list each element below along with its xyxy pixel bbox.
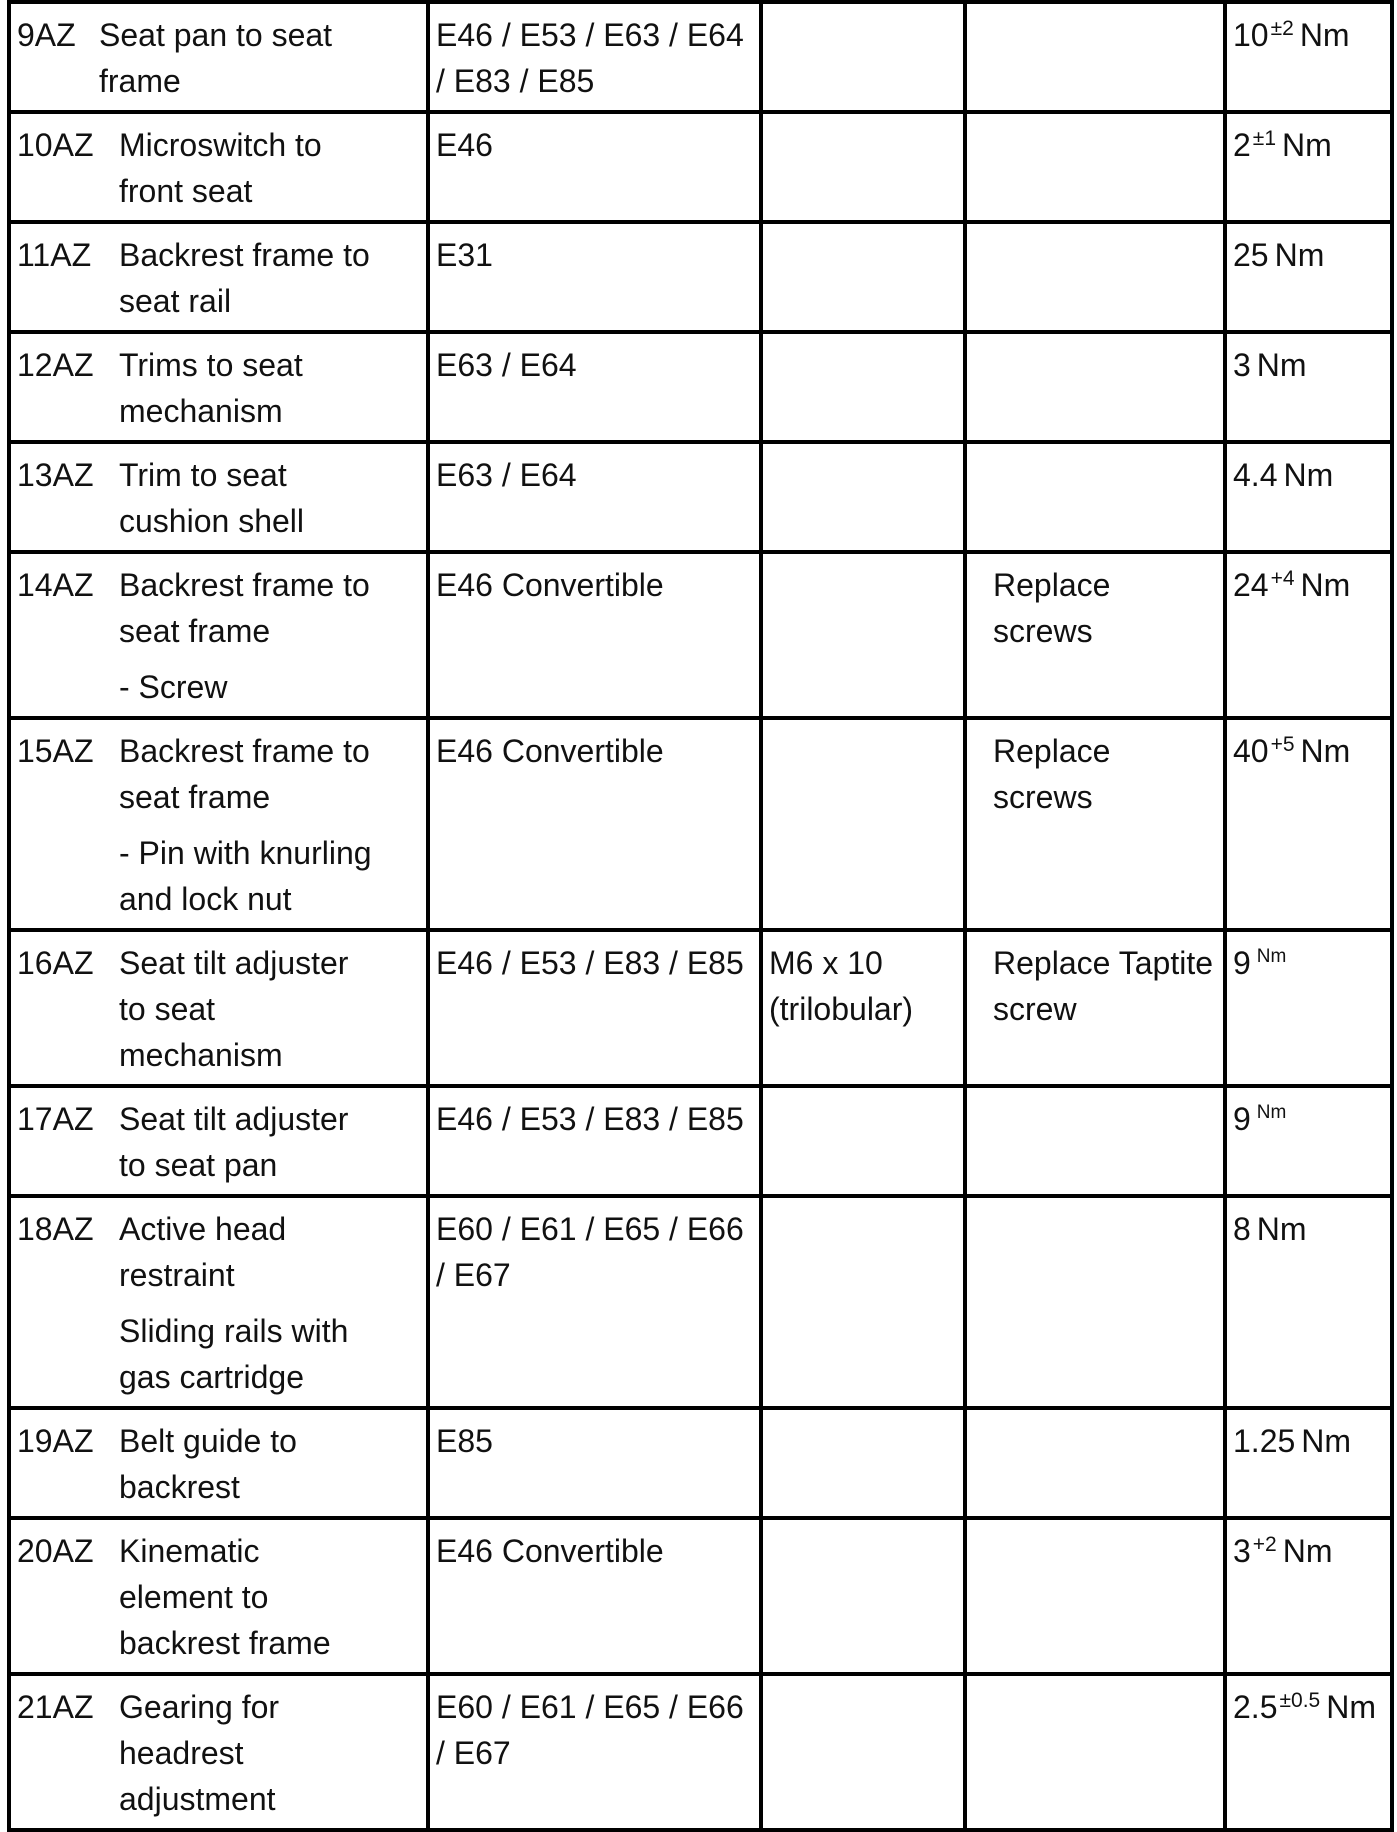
table-row xyxy=(9,552,1392,718)
note-cell: Replace Taptite screw xyxy=(965,930,1225,1086)
item-cell xyxy=(9,112,428,222)
note-cell xyxy=(965,1196,1225,1408)
torque-tolerance: ±2 xyxy=(1270,17,1294,40)
description-line: Seat tilt adjuster xyxy=(119,1101,349,1137)
torque-cell xyxy=(1225,2,1392,112)
item-cell xyxy=(9,332,428,442)
model-cell: E46 / E53 / E83 / E85 xyxy=(428,930,761,1086)
thread-cell xyxy=(761,1196,965,1408)
thread-cell xyxy=(761,1086,965,1196)
thread-cell xyxy=(761,1518,965,1674)
item-cell xyxy=(9,2,428,112)
description-line: seat rail xyxy=(119,283,232,319)
model-cell: E46 / E53 / E83 / E85 xyxy=(428,1086,761,1196)
note-cell: Replace screws xyxy=(965,552,1225,718)
item-code: 12AZ xyxy=(17,347,94,383)
torque-tolerance: +2 xyxy=(1252,1533,1277,1556)
thread-cell xyxy=(761,332,965,442)
note-cell: Replace screws xyxy=(965,718,1225,930)
torque-cell xyxy=(1225,1196,1392,1408)
model-cell: E46 Convertible xyxy=(428,552,761,718)
thread-cell xyxy=(761,2,965,112)
description-line: Gearing for xyxy=(119,1689,280,1725)
item-description xyxy=(113,1206,420,1400)
torque-unit: Nm xyxy=(1326,1689,1376,1725)
description-subline: and lock nut xyxy=(119,881,292,917)
torque-value: 1.25 xyxy=(1233,1423,1296,1459)
item-description xyxy=(113,940,420,1078)
description-line: adjustment xyxy=(119,1781,276,1817)
torque-unit: Nm xyxy=(1256,946,1287,967)
table-row xyxy=(9,1674,1392,1830)
item-cell xyxy=(9,222,428,332)
item-description xyxy=(113,1096,420,1188)
description-line: frame xyxy=(99,63,181,99)
torque-value: 2.5 xyxy=(1233,1689,1278,1725)
note-cell xyxy=(965,1086,1225,1196)
item-cell xyxy=(9,1518,428,1674)
torque-value: 25 xyxy=(1233,237,1269,273)
description-line: Active head xyxy=(119,1211,287,1247)
item-cell xyxy=(9,1674,428,1830)
item-description xyxy=(113,122,420,214)
item-cell xyxy=(9,1196,428,1408)
table-row xyxy=(9,112,1392,222)
torque-tolerance: +5 xyxy=(1270,733,1295,756)
thread-cell xyxy=(761,718,965,930)
torque-value: 3 xyxy=(1233,347,1251,383)
model-cell: E46 xyxy=(428,112,761,222)
model-cell: E46 Convertible xyxy=(428,1518,761,1674)
item-cell xyxy=(9,1086,428,1196)
item-cell xyxy=(9,552,428,718)
torque-unit: Nm xyxy=(1256,1211,1307,1247)
description-line: Kinematic xyxy=(119,1533,260,1569)
description-line: Microswitch to xyxy=(119,127,322,163)
torque-cell xyxy=(1225,1086,1392,1196)
item-cell xyxy=(9,718,428,930)
model-cell: E63 / E64 xyxy=(428,332,761,442)
description-subline: Sliding rails with xyxy=(119,1313,349,1349)
thread-cell xyxy=(761,1674,965,1830)
table-row xyxy=(9,222,1392,332)
note-cell xyxy=(965,1674,1225,1830)
torque-cell xyxy=(1225,718,1392,930)
torque-tolerance: +4 xyxy=(1270,567,1295,590)
description-line: front seat xyxy=(119,173,253,209)
item-description xyxy=(113,728,420,922)
description-line: mechanism xyxy=(119,393,283,429)
description-line: Backrest frame to xyxy=(119,567,370,603)
item-code: 16AZ xyxy=(17,945,94,981)
item-code: 9AZ xyxy=(17,17,76,53)
torque-value: 2 xyxy=(1233,127,1251,163)
table-body xyxy=(9,2,1392,1830)
model-cell: E63 / E64 xyxy=(428,442,761,552)
description-line: Backrest frame to xyxy=(119,733,370,769)
description-line: Backrest frame to xyxy=(119,237,370,273)
torque-spec-table xyxy=(7,0,1394,1832)
description-subline: - Screw xyxy=(119,669,228,705)
torque-cell xyxy=(1225,332,1392,442)
torque-tolerance: ±1 xyxy=(1252,127,1277,150)
torque-value: 8 xyxy=(1233,1211,1251,1247)
torque-value: 40 xyxy=(1233,733,1269,769)
torque-value: 10 xyxy=(1233,17,1269,53)
note-cell xyxy=(965,332,1225,442)
item-description xyxy=(93,12,420,104)
torque-value: 24 xyxy=(1233,567,1269,603)
torque-value: 9 xyxy=(1233,945,1251,981)
item-description xyxy=(113,232,420,324)
torque-cell xyxy=(1225,442,1392,552)
torque-value: 3 xyxy=(1233,1533,1251,1569)
torque-value: 9 xyxy=(1233,1101,1251,1137)
description-line: cushion shell xyxy=(119,503,304,539)
torque-unit: Nm xyxy=(1300,733,1351,769)
description-line: Seat tilt adjuster xyxy=(119,945,349,981)
model-cell: E60 / E61 / E65 / E66 / E67 xyxy=(428,1674,761,1830)
torque-unit: Nm xyxy=(1300,567,1351,603)
table-row xyxy=(9,930,1392,1086)
item-description xyxy=(113,1418,420,1510)
note-cell xyxy=(965,2,1225,112)
description-line: headrest xyxy=(119,1735,244,1771)
torque-cell xyxy=(1225,112,1392,222)
torque-unit: Nm xyxy=(1282,1533,1333,1569)
table-row xyxy=(9,332,1392,442)
description-line: Trim to seat xyxy=(119,457,287,493)
thread-cell: M6 x 10 (trilobular) xyxy=(761,930,965,1086)
table-row xyxy=(9,2,1392,112)
thread-cell xyxy=(761,552,965,718)
item-code: 21AZ xyxy=(17,1689,94,1725)
thread-cell xyxy=(761,442,965,552)
thread-cell xyxy=(761,222,965,332)
torque-tolerance: ±0.5 xyxy=(1279,1689,1321,1712)
torque-unit: Nm xyxy=(1301,1423,1352,1459)
description-line: mechanism xyxy=(119,1037,283,1073)
table-row xyxy=(9,718,1392,930)
item-cell xyxy=(9,930,428,1086)
torque-value: 4.4 xyxy=(1233,457,1278,493)
description-line: seat frame xyxy=(119,779,271,815)
torque-unit: Nm xyxy=(1282,127,1332,163)
item-code: 18AZ xyxy=(17,1211,94,1247)
item-code: 11AZ xyxy=(17,237,92,273)
item-code: 14AZ xyxy=(17,567,94,603)
model-cell: E46 / E53 / E63 / E64 / E83 / E85 xyxy=(428,2,761,112)
description-line: element to xyxy=(119,1579,269,1615)
torque-unit: Nm xyxy=(1256,1102,1287,1123)
note-cell xyxy=(965,442,1225,552)
item-cell xyxy=(9,1408,428,1518)
torque-unit: Nm xyxy=(1274,237,1325,273)
item-description xyxy=(113,1684,420,1822)
torque-cell xyxy=(1225,552,1392,718)
description-line: to seat pan xyxy=(119,1147,278,1183)
model-cell: E46 Convertible xyxy=(428,718,761,930)
torque-cell xyxy=(1225,930,1392,1086)
item-description xyxy=(113,1528,420,1666)
description-line: backrest frame xyxy=(119,1625,331,1661)
torque-cell xyxy=(1225,1408,1392,1518)
description-subline: - Pin with knurling xyxy=(119,835,372,871)
model-cell: E60 / E61 / E65 / E66 / E67 xyxy=(428,1196,761,1408)
description-line: seat frame xyxy=(119,613,271,649)
item-code: 19AZ xyxy=(17,1423,94,1459)
item-description xyxy=(113,562,420,710)
item-code: 13AZ xyxy=(17,457,94,493)
note-cell xyxy=(965,222,1225,332)
torque-unit: Nm xyxy=(1299,17,1350,53)
item-description xyxy=(113,452,420,544)
item-code: 20AZ xyxy=(17,1533,94,1569)
item-code: 15AZ xyxy=(17,733,94,769)
item-cell xyxy=(9,442,428,552)
note-cell xyxy=(965,1518,1225,1674)
description-subline: gas cartridge xyxy=(119,1359,304,1395)
table-row xyxy=(9,1196,1392,1408)
description-line: restraint xyxy=(119,1257,235,1293)
table-row xyxy=(9,442,1392,552)
torque-cell xyxy=(1225,1518,1392,1674)
table-row xyxy=(9,1408,1392,1518)
table-row xyxy=(9,1086,1392,1196)
thread-cell xyxy=(761,1408,965,1518)
table-row xyxy=(9,1518,1392,1674)
note-cell xyxy=(965,112,1225,222)
torque-cell xyxy=(1225,222,1392,332)
thread-cell xyxy=(761,112,965,222)
torque-cell xyxy=(1225,1674,1392,1830)
note-cell xyxy=(965,1408,1225,1518)
description-line: Seat pan to seat xyxy=(99,17,333,53)
torque-unit: Nm xyxy=(1283,457,1334,493)
item-description xyxy=(113,342,420,434)
item-code: 10AZ xyxy=(17,127,94,163)
item-code: 17AZ xyxy=(17,1101,94,1137)
model-cell: E31 xyxy=(428,222,761,332)
description-line: backrest xyxy=(119,1469,240,1505)
model-cell: E85 xyxy=(428,1408,761,1518)
description-line: Trims to seat xyxy=(119,347,303,383)
description-line: to seat xyxy=(119,991,216,1027)
description-line: Belt guide to xyxy=(119,1423,297,1459)
torque-unit: Nm xyxy=(1256,347,1307,383)
